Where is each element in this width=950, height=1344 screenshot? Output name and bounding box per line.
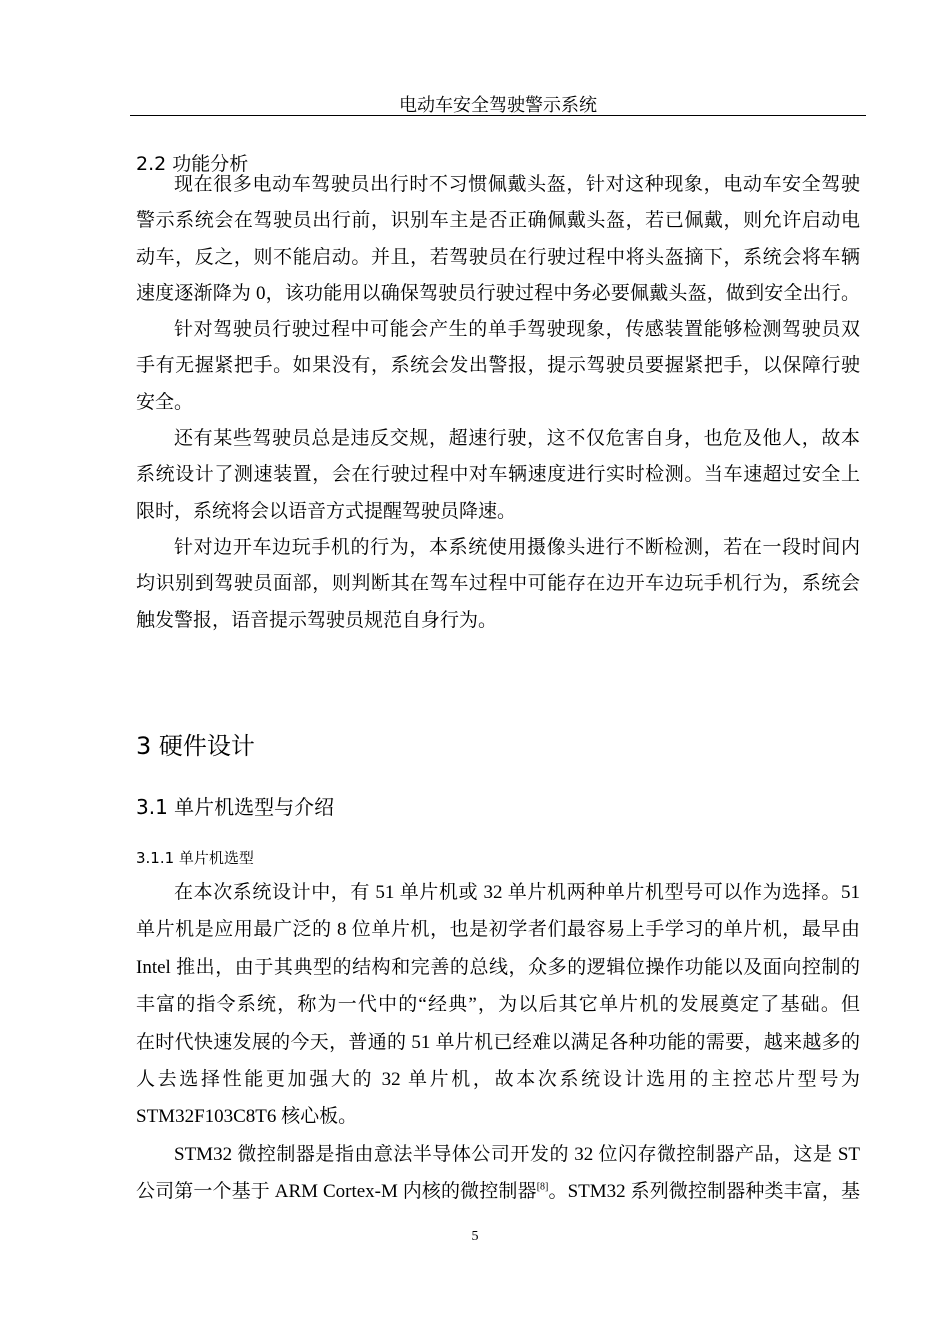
para-line: 速度逐渐降为 0，该功能用以确保驾驶员行驶过程中务必要佩戴头盔，做到安全出行。 [136,282,860,304]
para-line: 警示系统会在驾驶员出行前，识别车主是否正确佩戴头盔，若已佩戴，则允许启动电 [136,210,860,232]
para-line: 动车，反之，则不能启动。并且，若驾驶员在行驶过程中将头盔摘下，系统会将车辆 [136,246,860,268]
para-line: 针对边开车边玩手机的行为，本系统使用摄像头进行不断检测，若在一段时间内 [174,536,860,558]
para-line: 安全。 [136,391,194,413]
text-run: 公司第一个基于 ARM Cortex-M 内核的微控制器 [136,1181,537,1203]
para-line: 手有无握紧把手。如果没有，系统会发出警报，提示驾驶员要握紧把手，以保障行驶 [136,355,860,377]
para-line: 均识别到驾驶员面部，则判断其在驾车过程中可能存在边开车边玩手机行为，系统会 [136,573,860,595]
subsection-heading-3-1-1: 3.1.1 单片机选型 [136,849,254,867]
running-header: 电动车安全驾驶警示系统 [399,95,597,116]
section-heading-2-2: 2.2 功能分析 [136,153,249,175]
section-2-2-body [136,167,860,639]
para-line: 触发警报，语音提示驾驶员规范自身行为。 [136,609,498,631]
citation-ref[interactable]: [8] [536,1181,549,1193]
para-line: 限时，系统将会以语音方式提醒驾驶员降速。 [136,500,517,522]
para-line: 还有某些驾驶员总是违反交规，超速行驶，这不仅危害自身，也危及他人，故本 [174,428,860,450]
section-heading-3-1: 3.1 单片机选型与介绍 [136,795,335,819]
para-line: 单片机是应用最广泛的 8 位单片机，也是初学者们最容易上手学习的单片机，最早由 [136,919,860,941]
para-line: STM32F103C8T6 核心板。 [136,1106,358,1128]
para-line: STM32 微控制器是指由意法半导体公司开发的 32 位闪存微控制器产品，这是 ST [174,1143,860,1165]
para-line [136,1173,860,1210]
para-line: 在本次系统设计中，有 51 单片机或 32 单片机两种单片机型号可以作为选择。51 [174,882,860,903]
para-line: Intel 推出，由于其典型的结构和完善的总线，众多的逻辑位操作功能以及面向控制的 [136,956,860,978]
para-line: 在时代快速发展的今天，普通的 51 单片机已经难以满足各种功能的需要，越来越多的 [136,1031,860,1053]
para-line: 现在很多电动车驾驶员出行时不习惯佩戴头盔，针对这种现象，电动车安全驾驶 [174,174,860,195]
header-rule [130,115,866,116]
page-number: 5 [471,1229,479,1244]
para-line: 针对驾驶员行驶过程中可能会产生的单手驾驶现象，传感装置能够检测驾驶员双 [174,319,860,341]
text-run: 。STM32 系列微控制器种类丰富，基 [548,1181,860,1203]
para-line: 丰富的指令系统，称为一代中的“经典”，为以后其它单片机的发展奠定了基础。但 [136,994,860,1016]
para-line: 系统设计了测速装置，会在行驶过程中对车辆速度进行实时检测。当车速超过安全上 [136,464,860,486]
chapter-heading-3: 3 硬件设计 [136,732,255,760]
para-line: 人去选择性能更加强大的 32 单片机，故本次系统设计选用的主控芯片型号为 [136,1068,860,1090]
section-3-1-1-body [136,874,860,1211]
